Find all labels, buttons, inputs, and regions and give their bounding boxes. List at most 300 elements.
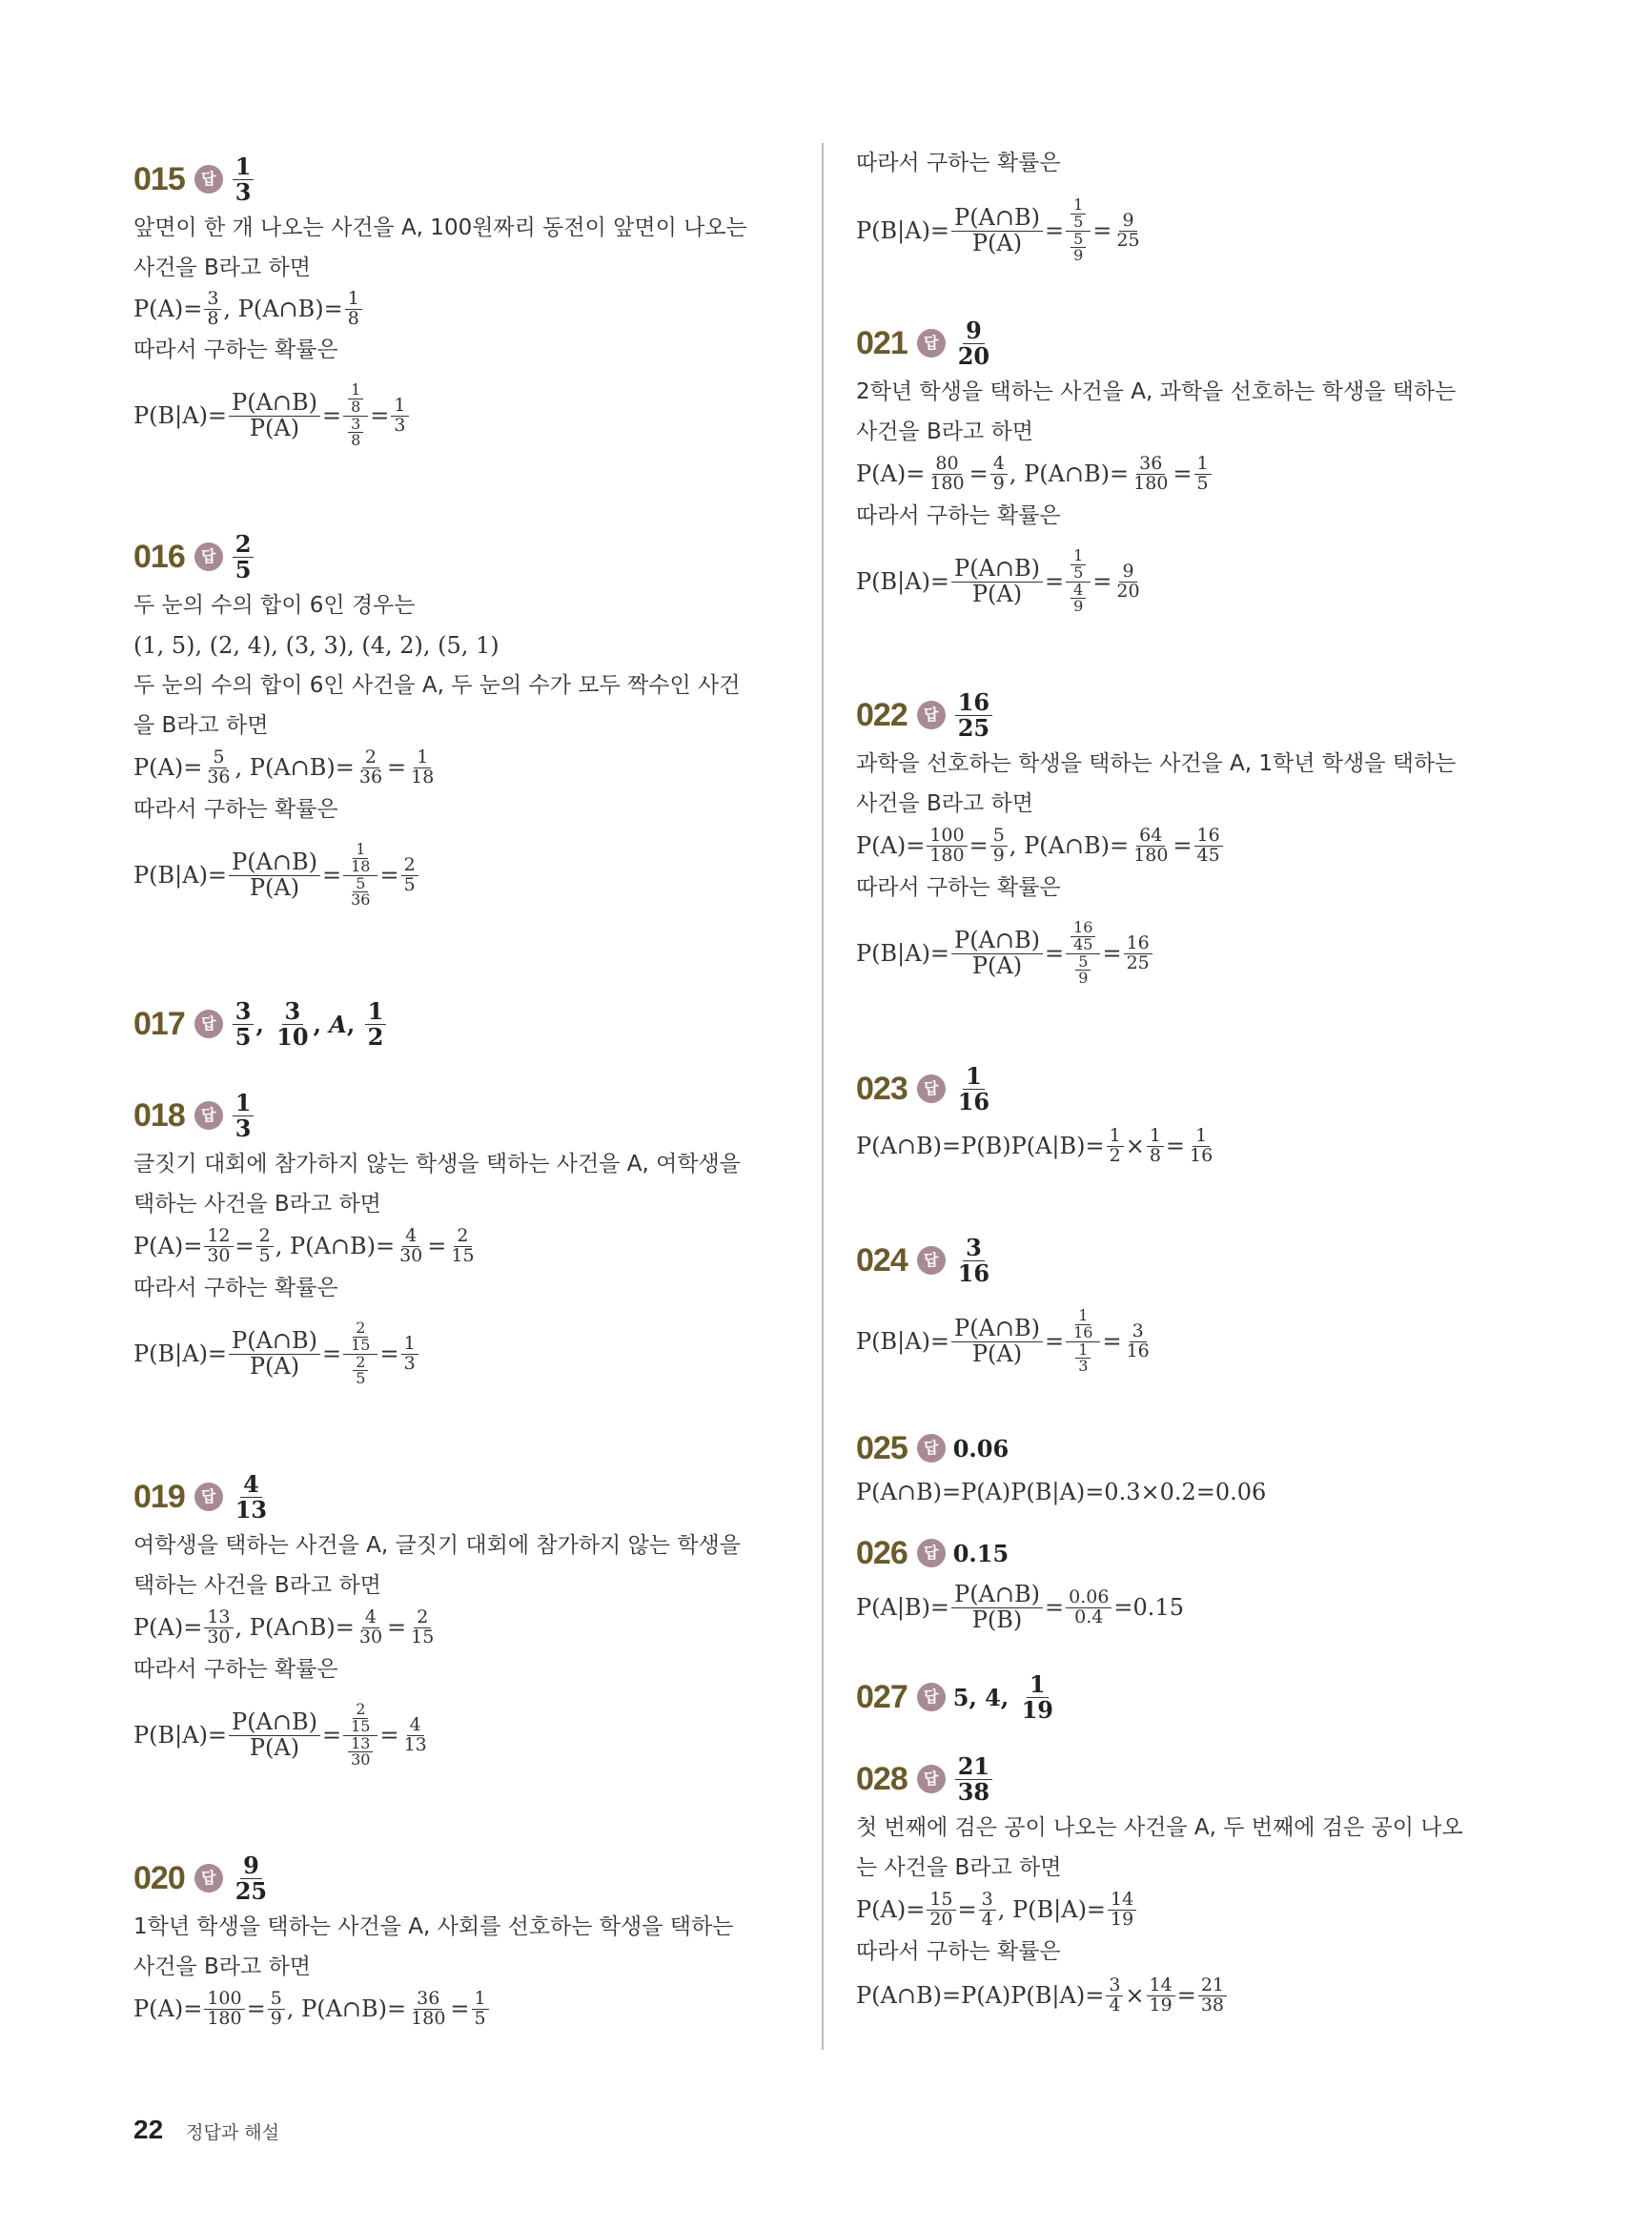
- fraction: [1071, 229, 1086, 265]
- math-token: 15: [351, 1335, 371, 1354]
- math-token: =: [322, 862, 342, 889]
- problem-020-continued: [856, 143, 1145, 278]
- math-token: ,: [997, 1896, 1006, 1923]
- problem-header: [856, 686, 1456, 744]
- fraction: [1131, 824, 1171, 866]
- math-token: P(A): [249, 1733, 300, 1761]
- equation: [856, 1972, 1463, 2019]
- math-token: 16: [1124, 934, 1152, 954]
- math-token: 5: [1075, 954, 1091, 972]
- text-line: 따라서 구하는 확률은: [133, 1657, 338, 1682]
- text-line: 2학년 학생을 택하는 사건을 A, 과학을 선호하는 학생을 택하는: [856, 379, 1457, 404]
- answer-value: [953, 688, 994, 742]
- text-line: 따라서 구하는 확률은: [856, 875, 1061, 900]
- math-token: 100: [204, 1990, 244, 2010]
- math-token: =: [1045, 1594, 1065, 1621]
- answer-badge-icon: 답: [917, 701, 946, 729]
- math-token: =: [1102, 1328, 1122, 1355]
- math-token: 2: [353, 1355, 368, 1372]
- math-token: 1: [401, 1335, 418, 1355]
- fraction: [233, 1089, 255, 1142]
- math-token: P(A)=: [133, 1614, 203, 1641]
- math-token: 80: [932, 455, 961, 475]
- fraction: [951, 206, 1043, 255]
- math-token: 5: [952, 1683, 969, 1711]
- math-token: 36: [207, 766, 231, 788]
- text-line: 따라서 구하는 확률은: [856, 1939, 1061, 1964]
- math-token: =: [1045, 1328, 1065, 1355]
- problem-024: [856, 1232, 1154, 1394]
- math-token: 21: [955, 1754, 992, 1779]
- fraction: [979, 1888, 996, 1930]
- math-token: P(A∩B): [951, 1583, 1043, 1607]
- equation: [133, 288, 747, 330]
- text-line: 사건을 B라고 하면: [133, 1954, 311, 1979]
- math-token: P(A): [249, 1352, 300, 1380]
- answer-value: 3 5 , 3 10 , A , 1 2: [231, 999, 389, 1048]
- problem-023: [856, 1060, 1217, 1175]
- math-token: P(A)=: [133, 1233, 203, 1259]
- problem-026: [856, 1529, 1184, 1638]
- problem-028: [856, 1750, 1463, 2019]
- text-line: 두 눈의 수의 합이 6인 경우는: [133, 593, 416, 618]
- answer-value: [231, 1852, 272, 1905]
- fraction: [1147, 1124, 1164, 1166]
- math-token: 1: [233, 1091, 255, 1115]
- math-token: P(A∩B): [229, 391, 320, 416]
- math-token: 18: [411, 766, 435, 788]
- fraction: [1187, 1124, 1215, 1166]
- math-token: ×: [1125, 1133, 1145, 1159]
- text-line: 두 눈의 수의 합이 6인 사건을 A, 두 눈의 수가 모두 짝수인 사건: [133, 673, 741, 698]
- fraction: [408, 748, 437, 788]
- math-token: 1: [1075, 1308, 1091, 1325]
- text-line: 첫 번째에 검은 공이 나오는 사건을 A, 두 번째에 검은 공이 나오: [856, 1815, 1463, 1840]
- answer-value: [231, 532, 256, 581]
- math-token: 1: [391, 397, 408, 417]
- fraction: [229, 391, 320, 440]
- page-section-label: 정답과 해설: [186, 2122, 279, 2143]
- fraction: [951, 1317, 1043, 1365]
- math-token: 38: [957, 1777, 990, 1806]
- math-token: 16: [1194, 827, 1223, 847]
- fraction: [951, 929, 1043, 977]
- math-token: 1: [233, 154, 255, 179]
- math-token: 3: [1078, 1357, 1089, 1376]
- equation: [856, 183, 1145, 278]
- equation: [856, 1888, 1463, 1932]
- problem-header: [856, 1232, 1154, 1289]
- fraction: [1131, 452, 1171, 494]
- fraction: [1194, 824, 1223, 866]
- math-token: 36: [1136, 455, 1165, 475]
- math-token: 16: [1073, 1322, 1093, 1341]
- math-token: 16: [957, 1087, 990, 1115]
- answer-badge-icon: 답: [917, 329, 946, 358]
- text-line: P(A∩B)=P(A)P(B|A)=0.3×0.2=0.06: [856, 1479, 1267, 1505]
- fraction: [951, 1583, 1043, 1631]
- math-token: 30: [358, 1626, 383, 1647]
- math-token: P(A∩B)=: [290, 1233, 396, 1259]
- text-line: 따라서 구하는 확률은: [856, 151, 1061, 175]
- math-token: P(A∩B): [229, 850, 320, 875]
- text-line: 따라서 구하는 확률은: [133, 1276, 338, 1300]
- math-token: P(A∩B)=: [1024, 832, 1130, 859]
- math-token: 4: [985, 1683, 1001, 1711]
- fraction: [229, 1710, 320, 1759]
- math-token: P(A): [971, 951, 1023, 979]
- math-token: 30: [399, 1244, 423, 1266]
- problem-header: [133, 1850, 733, 1907]
- fraction: [357, 1608, 385, 1647]
- problem-header: [133, 151, 747, 208]
- math-token: 9: [1119, 563, 1136, 583]
- fraction: [204, 1608, 233, 1647]
- math-token: 16: [955, 690, 992, 715]
- math-token: 25: [1116, 229, 1140, 251]
- fraction: [391, 394, 408, 436]
- fraction: [1066, 917, 1100, 988]
- math-token: 19: [1111, 1908, 1134, 1930]
- fraction: [233, 1852, 270, 1905]
- math-token: P(A∩B)=: [249, 1614, 355, 1641]
- math-token: 9: [1073, 246, 1084, 265]
- fraction: [204, 748, 233, 788]
- equation: [856, 908, 1456, 999]
- answer-value: 0.06: [952, 1434, 1010, 1463]
- math-token: =: [322, 1722, 342, 1749]
- equation: [133, 1606, 741, 1649]
- fraction: [1147, 1976, 1175, 2015]
- math-token: 9: [992, 844, 1005, 866]
- math-token: =: [1165, 1133, 1186, 1159]
- math-token: P(B): [971, 1606, 1023, 1633]
- problem-header: [856, 1060, 1217, 1117]
- math-token: 0.06: [1066, 1588, 1112, 1608]
- page-footer: [133, 2115, 279, 2145]
- math-token: 25: [957, 713, 990, 742]
- answer-value: [231, 153, 256, 206]
- math-token: P(A∩B): [951, 1317, 1043, 1341]
- math-token: =: [1102, 940, 1122, 967]
- math-token: 8: [347, 307, 359, 329]
- math-token: 1: [353, 842, 368, 859]
- math-token: P(A): [249, 414, 300, 441]
- math-token: 4: [990, 455, 1008, 475]
- fraction: [204, 287, 221, 329]
- math-token: P(A)=: [856, 1896, 926, 1923]
- math-token: 38: [1200, 1994, 1224, 2015]
- math-token: ×: [1125, 1982, 1145, 2009]
- fraction: [268, 1987, 285, 2029]
- text-line: 따라서 구하는 확률은: [856, 503, 1061, 528]
- math-token: P(A∩B)=: [237, 296, 343, 322]
- equation: [856, 1117, 1217, 1175]
- equation: [856, 536, 1456, 627]
- problem-020: [133, 1850, 733, 2031]
- math-token: 4: [981, 1908, 993, 1930]
- fraction: [345, 287, 362, 329]
- equation: [856, 824, 1456, 868]
- math-token: 1: [1071, 548, 1086, 565]
- math-token: 13: [348, 1736, 373, 1753]
- column-divider: [822, 143, 824, 2050]
- fraction: [1108, 1888, 1136, 1930]
- math-token: 5: [258, 1244, 271, 1266]
- math-token: 2: [454, 1227, 471, 1247]
- answer-badge-icon: 답: [917, 1246, 946, 1275]
- text-line: 사건을 B라고 하면: [133, 256, 311, 280]
- problem-header: [133, 1468, 741, 1525]
- math-token: 2: [353, 1320, 368, 1338]
- math-token: 5: [990, 827, 1008, 847]
- math-token: =: [1092, 217, 1112, 244]
- fraction: [1071, 194, 1086, 231]
- math-token: 100: [927, 827, 967, 847]
- fraction: [348, 414, 363, 450]
- problem-number: 020: [133, 1859, 185, 1896]
- answer-value: [953, 1234, 994, 1287]
- equation: [856, 1577, 1184, 1638]
- answer-value: 0.15: [952, 1539, 1010, 1567]
- fraction: [955, 688, 992, 742]
- math-token: P(A∩B)=: [249, 754, 355, 781]
- fraction: [1194, 452, 1212, 494]
- math-token: 1: [1193, 1127, 1210, 1147]
- fraction: [472, 1987, 489, 2029]
- math-token: 2: [367, 1022, 384, 1051]
- math-token: 2: [401, 856, 418, 876]
- math-token: =: [379, 1340, 399, 1367]
- math-token: 20: [1116, 580, 1140, 602]
- math-token: P(A): [249, 873, 300, 901]
- equation: [856, 1289, 1154, 1394]
- answer-value: [953, 317, 994, 370]
- fraction: [348, 1699, 373, 1735]
- math-token: =: [957, 1896, 977, 1923]
- fraction: [401, 853, 418, 895]
- math-token: 16: [1071, 920, 1095, 937]
- text-line: 과학을 선호하는 학생을 택하는 사건을 A, 1학년 학생을 택하는: [856, 751, 1457, 776]
- problem-025: [856, 1424, 1266, 1512]
- math-token: 9: [1119, 212, 1136, 232]
- math-token: =: [427, 1233, 447, 1259]
- fraction: [927, 452, 967, 494]
- math-token: 3: [394, 414, 406, 436]
- math-token: 1: [365, 999, 387, 1024]
- math-token: 20: [957, 341, 990, 370]
- fraction: [256, 1224, 274, 1266]
- text-line: 을 B라고 하면: [133, 713, 269, 738]
- math-token: P(A|B)=: [856, 1594, 950, 1621]
- math-token: 45: [1196, 844, 1220, 866]
- equation: [133, 746, 740, 789]
- fraction: [1106, 1976, 1123, 2015]
- fraction: [927, 1888, 955, 1930]
- answer-badge-icon: 답: [917, 1434, 946, 1463]
- math-token: 64: [1136, 827, 1165, 847]
- math-token: 4: [240, 1472, 262, 1497]
- fraction: [1107, 1124, 1124, 1166]
- fraction: [343, 379, 368, 450]
- problem-021: [856, 315, 1456, 627]
- math-token: 5: [268, 1990, 285, 2010]
- fraction: [951, 557, 1043, 605]
- problem-header: [856, 1668, 1058, 1726]
- fraction: [1019, 1670, 1056, 1724]
- problem-019: [133, 1468, 741, 1781]
- math-token: ,: [235, 754, 243, 781]
- text-line: 사건을 B라고 하면: [856, 419, 1033, 444]
- fraction: [955, 1752, 992, 1806]
- math-token: P(B|A)=: [133, 862, 228, 889]
- math-token: 15: [451, 1244, 475, 1266]
- math-token: 45: [1073, 934, 1093, 953]
- problem-number: 015: [133, 160, 185, 197]
- fraction: [343, 1699, 377, 1770]
- math-token: =: [450, 1995, 470, 2022]
- fraction: [233, 532, 255, 581]
- math-token: 1: [1107, 1127, 1124, 1147]
- math-token: 13: [403, 1733, 427, 1755]
- math-token: P(A)=: [133, 754, 203, 781]
- math-token: P(B|A)=: [856, 217, 950, 244]
- problem-018: [133, 1087, 741, 1400]
- math-token: 9: [1078, 969, 1089, 988]
- problem-number: 023: [856, 1070, 908, 1107]
- math-token: 21: [1198, 1976, 1227, 1996]
- math-token: 1: [1075, 1342, 1091, 1360]
- page-number: 22: [133, 2115, 164, 2144]
- math-token: 36: [414, 1990, 442, 2010]
- math-token: ,: [223, 296, 232, 322]
- problem-header: [133, 528, 740, 585]
- fraction: [1066, 194, 1091, 265]
- math-token: 180: [411, 2007, 446, 2029]
- text-line: 글짓기 대회에 참가하지 않는 학생을 택하는 사건을 A, 여학생을: [133, 1152, 741, 1176]
- math-token: 4: [402, 1227, 419, 1247]
- math-token: 180: [1133, 844, 1169, 866]
- math-token: 8: [351, 431, 361, 450]
- math-token: =: [1173, 832, 1193, 859]
- fraction: [401, 1332, 418, 1374]
- fraction: [274, 997, 311, 1051]
- answer-value: [953, 1752, 994, 1806]
- math-token: =: [1092, 568, 1112, 595]
- math-token: 1: [472, 1990, 489, 2010]
- text-line: 앞면이 한 개 나오는 사건을 A, 100원짜리 동전이 앞면이 나오는: [133, 215, 747, 240]
- fraction: [204, 1987, 244, 2029]
- math-token: 19: [1149, 1994, 1173, 2015]
- fraction: [408, 1608, 437, 1647]
- answer-badge-icon: 답: [917, 1539, 946, 1567]
- math-token: 3: [282, 999, 304, 1024]
- math-token: 4: [1109, 1994, 1121, 2015]
- fraction: [1066, 1588, 1112, 1627]
- fraction: [1075, 951, 1091, 988]
- math-token: P(A): [971, 229, 1023, 256]
- math-token: P(A∩B): [951, 206, 1043, 231]
- math-token: =: [387, 1614, 407, 1641]
- fraction: [1113, 209, 1142, 251]
- math-token: P(A)=: [133, 296, 203, 322]
- problem-number: 028: [856, 1760, 908, 1797]
- math-token: 5: [474, 2007, 486, 2029]
- math-token: P(A∩B): [951, 557, 1043, 582]
- math-token: 36: [358, 766, 383, 788]
- answer-badge-icon: 답: [194, 542, 223, 571]
- equation: [133, 1224, 741, 1268]
- problem-number: 027: [856, 1678, 908, 1715]
- math-token: A: [329, 1010, 347, 1038]
- math-token: =: [1045, 940, 1065, 967]
- math-token: 16: [957, 1258, 990, 1287]
- math-token: 5: [235, 555, 252, 583]
- fraction: [229, 850, 320, 899]
- math-token: 25: [1126, 951, 1150, 973]
- problem-027: [856, 1668, 1058, 1726]
- math-token: =: [246, 1995, 266, 2022]
- fraction: [229, 1329, 320, 1378]
- math-token: 2: [256, 1227, 274, 1247]
- problem-number: 018: [133, 1096, 185, 1134]
- math-token: P(A)=: [133, 1995, 203, 2022]
- math-token: 0.4: [1074, 1606, 1104, 1627]
- math-token: P(B|A)=: [133, 1722, 228, 1749]
- math-token: 9: [1073, 597, 1084, 616]
- fraction: [990, 824, 1008, 866]
- equation: [856, 452, 1456, 496]
- fraction: [401, 1713, 430, 1755]
- math-token: P(B|A)=: [133, 402, 228, 429]
- math-token: ,: [235, 1614, 243, 1641]
- text-line: 여학생을 택하는 사건을 A, 글짓기 대회에 참가하지 않는 학생을: [133, 1533, 741, 1558]
- fraction: [990, 452, 1008, 494]
- math-token: 3: [348, 417, 363, 434]
- math-token: 180: [207, 2007, 242, 2029]
- math-token: 5: [1073, 563, 1084, 582]
- math-token: ,: [275, 1233, 283, 1259]
- math-token: P(A∩B): [229, 1329, 320, 1354]
- answer-badge-icon: 답: [194, 1864, 223, 1892]
- problem-017: [133, 995, 388, 1053]
- fraction: [1071, 545, 1086, 582]
- math-token: 3: [979, 1891, 996, 1911]
- math-token: =: [370, 402, 390, 429]
- problem-header: [133, 995, 388, 1053]
- math-token: 3: [235, 177, 252, 206]
- problem-number: 016: [133, 538, 185, 575]
- problem-header: [856, 315, 1456, 372]
- math-token: 2: [1109, 1144, 1121, 1166]
- answer-badge-icon: 답: [194, 1010, 223, 1038]
- math-token: 4: [407, 1716, 424, 1736]
- fraction: [353, 1352, 368, 1388]
- text-line: 택하는 사건을 B라고 하면: [133, 1192, 381, 1217]
- problem-header: [856, 1424, 1266, 1472]
- math-token: =: [322, 402, 342, 429]
- answer-badge-icon: 답: [194, 165, 223, 194]
- fraction: [1124, 931, 1152, 973]
- math-token: 3: [963, 1236, 985, 1260]
- math-token: 3: [233, 999, 255, 1024]
- math-token: =: [1045, 217, 1065, 244]
- math-token: 9: [240, 1853, 262, 1878]
- math-token: 15: [411, 1626, 435, 1647]
- math-token: P(A∩B)=P(B)P(A|B)=: [856, 1133, 1105, 1159]
- math-token: =: [387, 754, 407, 781]
- math-token: 1: [348, 382, 363, 399]
